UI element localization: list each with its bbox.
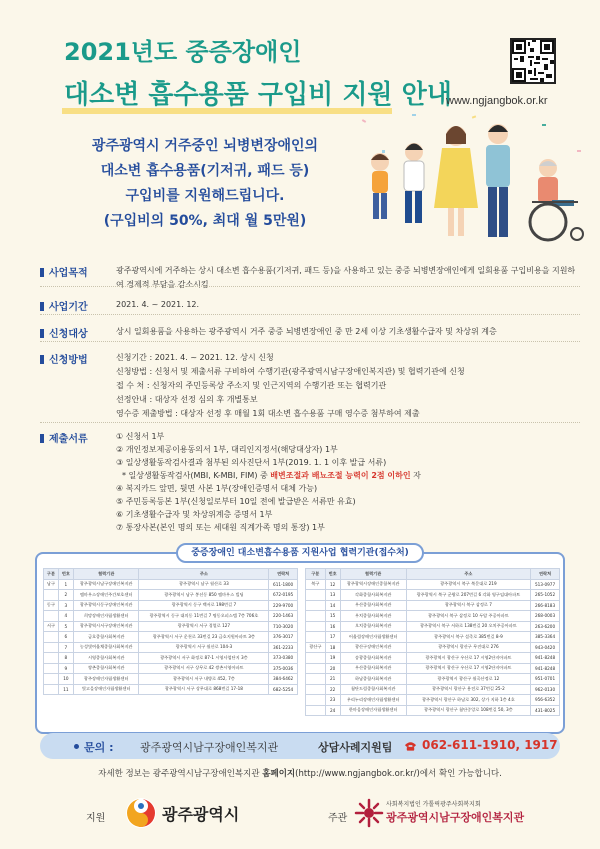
table-cell: 376-3017 [269,632,298,643]
table-cell: 광산구장애인복지관 [340,642,406,653]
table-cell: 2 [58,590,73,601]
table-row [44,663,298,674]
table-cell: 962-0130 [531,684,560,695]
contact-phone[interactable]: 062-611-1910, 1917 [422,738,558,752]
table-cell: 광주광역시남구장애인복지관 [73,579,139,590]
more-info [0,767,600,779]
contact-org: 광주광역시남구장애인복지관 [140,741,279,754]
more-info-text: 자세한 정보는 광주광역시남구장애인복지관 [98,769,263,779]
method-line: 영수증 제출방법 : 대상자 선정 후 매월 1회 대소변 흡수용품 구매 영수증 첨부하여 제출 [116,409,420,418]
col-header: 번호 [58,569,73,580]
table-cell: 11 [58,684,73,695]
more-info-url[interactable]: (http://www.ngjangbok.or.kr/)에서 확인 가능합니다. [295,769,502,779]
table-cell: 우치종합사회복지관 [340,611,406,622]
table-row [44,600,298,611]
table-cell: 265-1052 [531,590,560,601]
table-cell: 431-8025 [531,705,560,716]
table-row [306,642,560,653]
col-header: 주소 [139,569,269,580]
contact-bar [40,733,560,759]
table-row [306,705,560,716]
table-cell [44,590,59,601]
table-row [44,632,298,643]
network-title-text: 중증장애인 대소변흡수용품 지원사업 협력기관(접수처) [191,548,409,558]
table-cell: 943-0420 [531,642,560,653]
welfare-logo-icon [354,798,384,828]
table-cell: 광주광역시 북구 북문대로 219 [406,579,530,590]
contact-label: 문의 : [84,741,114,754]
table-cell: 513-0977 [531,579,560,590]
table-cell: 광주광역시 서구 상무대로 868번길 17-18 [139,684,269,695]
table-row [306,653,560,664]
header [0,0,600,250]
table-cell: 광주광역시 서구 화정로 87-1 시영사업단지 3층 [139,653,269,664]
table-row [44,653,298,664]
target-text: 상시 일회용품을 사용하는 광주광역시 거주 중증 뇌병변장애인 중 만 2세 이상 기초생활수급자 및 차상위 계층 [116,327,497,336]
intro-line: 구입비를 지원해드립니다. [125,188,285,204]
table-cell: 광주광역시 광산구 용전로 37번길 25-2 [406,684,530,695]
table-cell: 229-9700 [269,600,298,611]
method-line: 접 수 처 : 신청자의 주민등록상 주소지 및 인근지역의 수행기관 또는 협력기관 [116,381,387,390]
qr-code-icon[interactable] [510,38,556,84]
table-cell: 14 [325,600,340,611]
table-cell: 19 [325,653,340,664]
phone-icon [404,740,417,752]
table-cell: 우산종합사회복지관 [340,663,406,674]
document-item: ② 개인정보제공이용동의서 1부, 대리인지정서(해당대상자) 1부 [116,445,338,454]
table-cell [306,684,326,695]
table-cell: 6 [58,632,73,643]
intro-line: 광주광역시 거주중인 뇌병변장애인의 [91,138,319,154]
table-cell [44,611,59,622]
network-table-right [305,568,560,716]
table-row [306,579,560,590]
document-item: ⑦ 통장사본(본인 명의 또는 세대원 직계가족 명의 통장) 1부 [116,523,325,532]
table-cell: 광주광역시서구장애인복지관 [73,621,139,632]
col-header: 연락처 [269,569,298,580]
table-cell: 동구 [44,600,59,611]
col-header: 구분 [306,569,326,580]
table-cell: 광주장애인자립생활센터 [73,674,139,685]
col-header: 구분 [44,569,59,580]
table-cell: 광주광역시 서구 운천로 33번길 23 금호지원아파트 3층 [139,632,269,643]
table-cell: 광주광역시 북구 설죽로 385번길 8-9 [406,632,530,643]
document-item: ⑤ 주민등록등본 1부(신청일로부터 10일 전에 발급받은 서류만 유효) [116,497,356,506]
table-cell [306,674,326,685]
table-cell: 광주광역시 북구 삼정로 10 두암 주공아파트 [406,611,530,622]
table-cell: 12 [325,579,340,590]
table-row [306,621,560,632]
table-row [306,684,560,695]
period-label: 사업기간 [40,298,88,313]
table-cell: 광주광역시동구장애인복지관 [73,600,139,611]
table-cell: 광주광역시 북구 군왕로 207번길 6 각화 영구임대아파트 [406,590,530,601]
table-cell: 385-3364 [531,632,560,643]
table-row [306,611,560,622]
table-row [44,611,298,622]
table-cell: 672-0195 [269,590,298,601]
table-cell: 북구 [306,579,326,590]
table-cell: 엠마우스장애인주간보호센터 [73,590,139,601]
gwangju-name: 광주광역시 [162,805,240,824]
table-cell: 266-8183 [531,600,560,611]
table-cell: 9 [58,663,73,674]
table-cell: 941-8248 [531,663,560,674]
table-cell: 광주광역시 북구 삼정로 7 [406,600,530,611]
purpose-row [40,264,580,296]
table-cell: 오치종합사회복지관 [340,621,406,632]
network-table-box [35,552,565,734]
method-label: 신청방법 [40,351,88,366]
table-cell: 21 [325,674,340,685]
col-header: 협력기관 [340,569,406,580]
table-cell: 13 [325,590,340,601]
bullet-icon [74,744,79,749]
table-row [306,590,560,601]
table-cell: 시영종합사회복지관 [73,653,139,664]
table-cell [44,663,59,674]
table-cell: 1 [58,579,73,590]
method-line: 선정안내 : 대상자 선정 심의 후 개별통보 [116,395,258,404]
table-cell: 268-0003 [531,611,560,622]
contact-team: 상담사례지원팀 [318,741,393,754]
table-cell: 3 [58,600,73,611]
title-line2: 대소변 흡수용품 구입비 지원 안내 [64,80,452,110]
footer [0,782,600,849]
target-label: 신청대상 [40,325,88,340]
table-cell: 941-8248 [531,653,560,664]
table-cell: 광주광역시 서구 상무로 42 쌍촌시영아파트 [139,663,269,674]
table-cell: 710-3020 [269,621,298,632]
note-text-end: 자 [410,471,421,480]
family-illustration [352,110,592,250]
table-cell [306,621,326,632]
table-cell: 22 [325,684,340,695]
network-table-left [43,568,298,695]
table-cell: 18 [325,642,340,653]
table-cell: 956-6352 [531,695,560,706]
documents-text [116,430,578,534]
table-cell: 광주광역시 남구 봉선동 850 엠마우스 빌딩 [139,590,269,601]
document-item: ③ 일상생활동작검사결과 첨부된 의사진단서 1부(2019. 1. 1 이후 발급 서류) [116,458,387,467]
table-row [306,632,560,643]
table-cell [44,642,59,653]
table-cell: 7 [58,642,73,653]
table-cell: 남구 [44,579,59,590]
table-row [44,674,298,685]
table-cell [44,632,59,643]
documents-label: 제출서류 [40,430,88,445]
document-item: ④ 복지카드 앞면, 뒷면 사본 1부(장애인증명서 대체 가능) [116,484,318,493]
table-row [44,621,298,632]
table-cell [306,632,326,643]
table-cell [44,684,59,695]
table-row [44,684,298,695]
note-text: * 일상생활동작검사(MBI, K-MBI, FIM) 중 [122,471,271,480]
table-cell: 광주광역시장애인종합복지관 [340,579,406,590]
table-cell: 송광종합사회복지관 [340,653,406,664]
table-cell: 광주광역시 광산구 우산로 17 시영2단지아파트 [406,653,530,664]
table-cell: 빛고을장애인자립생활센터 [73,684,139,695]
table-cell [306,695,326,706]
gwangju-logo-icon [124,796,158,830]
table-cell: 우리누리장애인자립생활센터 [340,695,406,706]
support-label: 지원 [86,813,106,824]
table-cell: 10 [58,674,73,685]
table-row [44,642,298,653]
host-label: 주관 [328,813,348,824]
table-cell: 첨단드림종합사회복지관 [340,684,406,695]
col-header: 협력기관 [73,569,139,580]
table-row [306,600,560,611]
period-text: 2021. 4. ~ 2021. 12. [116,300,200,309]
table-cell [306,705,326,716]
table-cell: 한마음장애인자립생활센터 [340,705,406,716]
method-text [116,351,578,421]
table-cell: 15 [325,611,340,622]
table-cell [306,600,326,611]
table-cell: 16 [325,621,340,632]
table-cell: 쌍촌종합사회복지관 [73,663,139,674]
intro-line: 대소변 흡수용품(기저귀, 패드 등) [100,163,310,179]
table-cell: 8 [58,653,73,664]
table-cell: 23 [325,695,340,706]
table-cell: 384-6462 [269,674,298,685]
intro-line: (구입비의 50%, 최대 월 5만원) [103,213,307,229]
table-cell: 광주광역시 동구 백서로 198번길 7 [139,600,269,611]
table-row [44,590,298,601]
table-cell: 각화종합사회복지관 [340,590,406,601]
table-cell: 611-1800 [269,579,298,590]
method-line: 신청기간 : 2021. 4. ~ 2021. 12. 상시 신청 [116,353,274,362]
host-org-name: 광주광역시남구장애인복지관 [386,811,525,824]
table-cell: 희망장애인자립생활센터 [73,611,139,622]
document-item: ⑥ 기초생활수급자 및 차상위계층 증명서 1부 [116,510,273,519]
purpose-text: 광주광역시에 거주하는 상시 대소변 흡수용품(기저귀, 패드 등)을 사용하고 있는 중증 뇌병변장애인에게 일회용품 구입비용을 지원하여 경제적 부담을 감소시킴 [116,266,576,289]
table-cell: 하남종합사회복지관 [340,674,406,685]
table-cell: 광주광역시 북구 서하로 138번길 20 오치주공아파트 [406,621,530,632]
homepage-link[interactable]: 홈페이지 [262,769,296,779]
table-row [306,695,560,706]
table-cell: 농성빛여울채종합사회복지관 [73,642,139,653]
table-cell [306,611,326,622]
table-cell [306,590,326,601]
table-cell: 5 [58,621,73,632]
table-cell: 어울림장애인자립생활센터 [340,632,406,643]
table-cell: 375-0036 [269,663,298,674]
table-cell: 220-1463 [269,611,298,622]
table-cell: 682-5254 [269,684,298,695]
table-cell: 서구 [44,621,59,632]
table-cell: 20 [325,663,340,674]
table-cell: 373-0380 [269,653,298,664]
table-cell [306,653,326,664]
table-cell: 금호종합사회복지관 [73,632,139,643]
table-cell: 광주광역시 광산구 하남로 302, 상가 지하 1층 4호 [406,695,530,706]
table-cell: 광주광역시 광산구 첨단중앙로 108번길 50, 3층 [406,705,530,716]
table-header-row [44,569,298,580]
table-cell: 4 [58,611,73,622]
table-cell: 광주광역시 서구 내방로 452, 7층 [139,674,269,685]
network-title [176,543,424,563]
table-cell: 광주광역시 동구 대의동 11번길 7 명동오피스텔 7층 706호 [139,611,269,622]
divider [40,341,580,342]
table-cell: 광산구 [306,642,326,653]
divider [40,422,580,423]
col-header: 번호 [325,569,340,580]
table-cell: 광주광역시 광산구 월곡산정로 12 [406,674,530,685]
table-cell: 263-6200 [531,621,560,632]
table-cell: 광주광역시 광산구 무진대로 276 [406,642,530,653]
divider [40,314,580,315]
table-row [306,663,560,674]
table-cell: 광주광역시 서구 월산로 104-3 [139,642,269,653]
table-cell: 광주광역시 광산구 우산로 17 시영2단지아파트 [406,663,530,674]
note-highlight: 배변조절과 배뇨조절 능력이 2점 이하인 [270,471,411,480]
table-row [44,579,298,590]
table-cell: 광주광역시 남구 월산로 33 [139,579,269,590]
table-cell: 24 [325,705,340,716]
table-cell [44,653,59,664]
table-cell [306,663,326,674]
document-note [116,469,578,482]
website-url[interactable]: www.ngjangbok.or.kr [446,95,548,107]
method-line: 신청방법 : 신청서 및 제출서류 구비하여 수행기관(광주광역시남구장애인복지관) 및 협력기관에 신청 [116,367,465,376]
document-item: ① 신청서 1부 [116,432,165,441]
table-cell: 우산종합사회복지관 [340,600,406,611]
divider [40,286,580,287]
intro-text [60,134,350,234]
table-cell: 17 [325,632,340,643]
col-header: 연락처 [531,569,560,580]
title-line1: 2021년도 중증장애인 [64,38,302,66]
table-cell: 361-2233 [269,642,298,653]
col-header: 주소 [406,569,530,580]
purpose-label: 사업목적 [40,264,88,279]
host-parent-org: 사회복지법인 가톨릭광주사회복지회 [386,801,481,808]
table-cell: 광주광역시 서구 경열로 127 [139,621,269,632]
table-cell [44,674,59,685]
table-row [306,674,560,685]
table-header-row [306,569,560,580]
table-cell: 951-0701 [531,674,560,685]
